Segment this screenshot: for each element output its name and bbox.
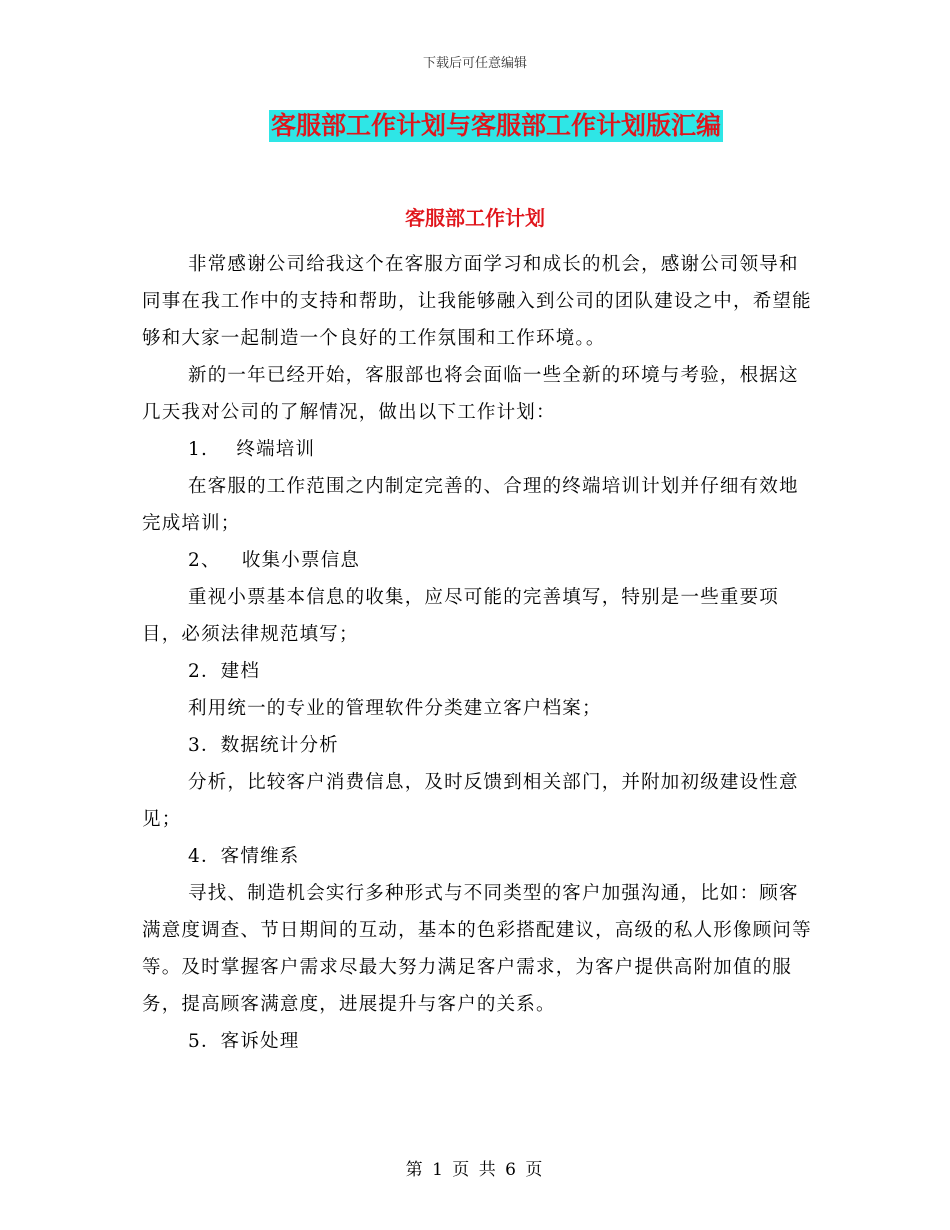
paragraph-intro: 非常感谢公司给我这个在客服方面学习和成长的机会，感谢公司领导和同事在我工作中的支持和帮助，让我能够融入到公司的团队建设之中，希望能够和大家一起制造一个良好的工作氛围和工作环境。。 bbox=[142, 254, 812, 349]
paragraph-receipt-info: 重视小票基本信息的收集，应尽可能的完善填写，特别是一些重要项目，必须法律规范填写； bbox=[142, 587, 780, 645]
paragraph-plan-intro: 新的一年已经开始，客服部也将会面临一些全新的环境与考验，根据这几天我对公司的了解情况，做出以下工作计划： bbox=[142, 365, 799, 423]
document-body bbox=[142, 246, 812, 1060]
page-number-footer: 第 1 页 共 6 页 bbox=[405, 1160, 545, 1180]
list-heading-complaints: 5．客诉处理 bbox=[188, 1031, 300, 1052]
document-title: 客服部工作计划与客服部工作计划版汇编 bbox=[270, 111, 721, 140]
document-title-container bbox=[0, 110, 950, 142]
list-heading-terminal-training: 1. 终端培训 bbox=[188, 439, 316, 460]
paragraph-archiving: 利用统一的专业的管理软件分类建立客户档案； bbox=[188, 698, 602, 719]
list-heading-archiving: 2．建档 bbox=[188, 661, 261, 682]
paragraph-customer-relations: 寻找、制造机会实行多种形式与不同类型的客户加强沟通，比如：顾客满意度调查、节日期间的互动，基本的色彩搭配建议，高级的私人形像顾问等等。及时掌握客户需求尽最大努力满足客户需求，为客户提供高附加值的服务，提高顾客满意度，进展提升与客户的关系。 bbox=[142, 883, 812, 1015]
page-header-note: 下载后可任意编辑 bbox=[422, 56, 527, 71]
paragraph-terminal-training: 在客服的工作范围之内制定完善的、合理的终端培训计划并仔细有效地完成培训； bbox=[142, 476, 799, 534]
list-heading-statistics: 3．数据统计分析 bbox=[188, 735, 339, 756]
paragraph-statistics: 分析，比较客户消费信息，及时反馈到相关部门，并附加初级建设性意见； bbox=[142, 772, 799, 830]
list-heading-customer-relations: 4．客情维系 bbox=[188, 846, 300, 867]
list-heading-receipt-info: 2、 收集小票信息 bbox=[188, 550, 361, 571]
section-title: 客服部工作计划 bbox=[405, 206, 545, 230]
